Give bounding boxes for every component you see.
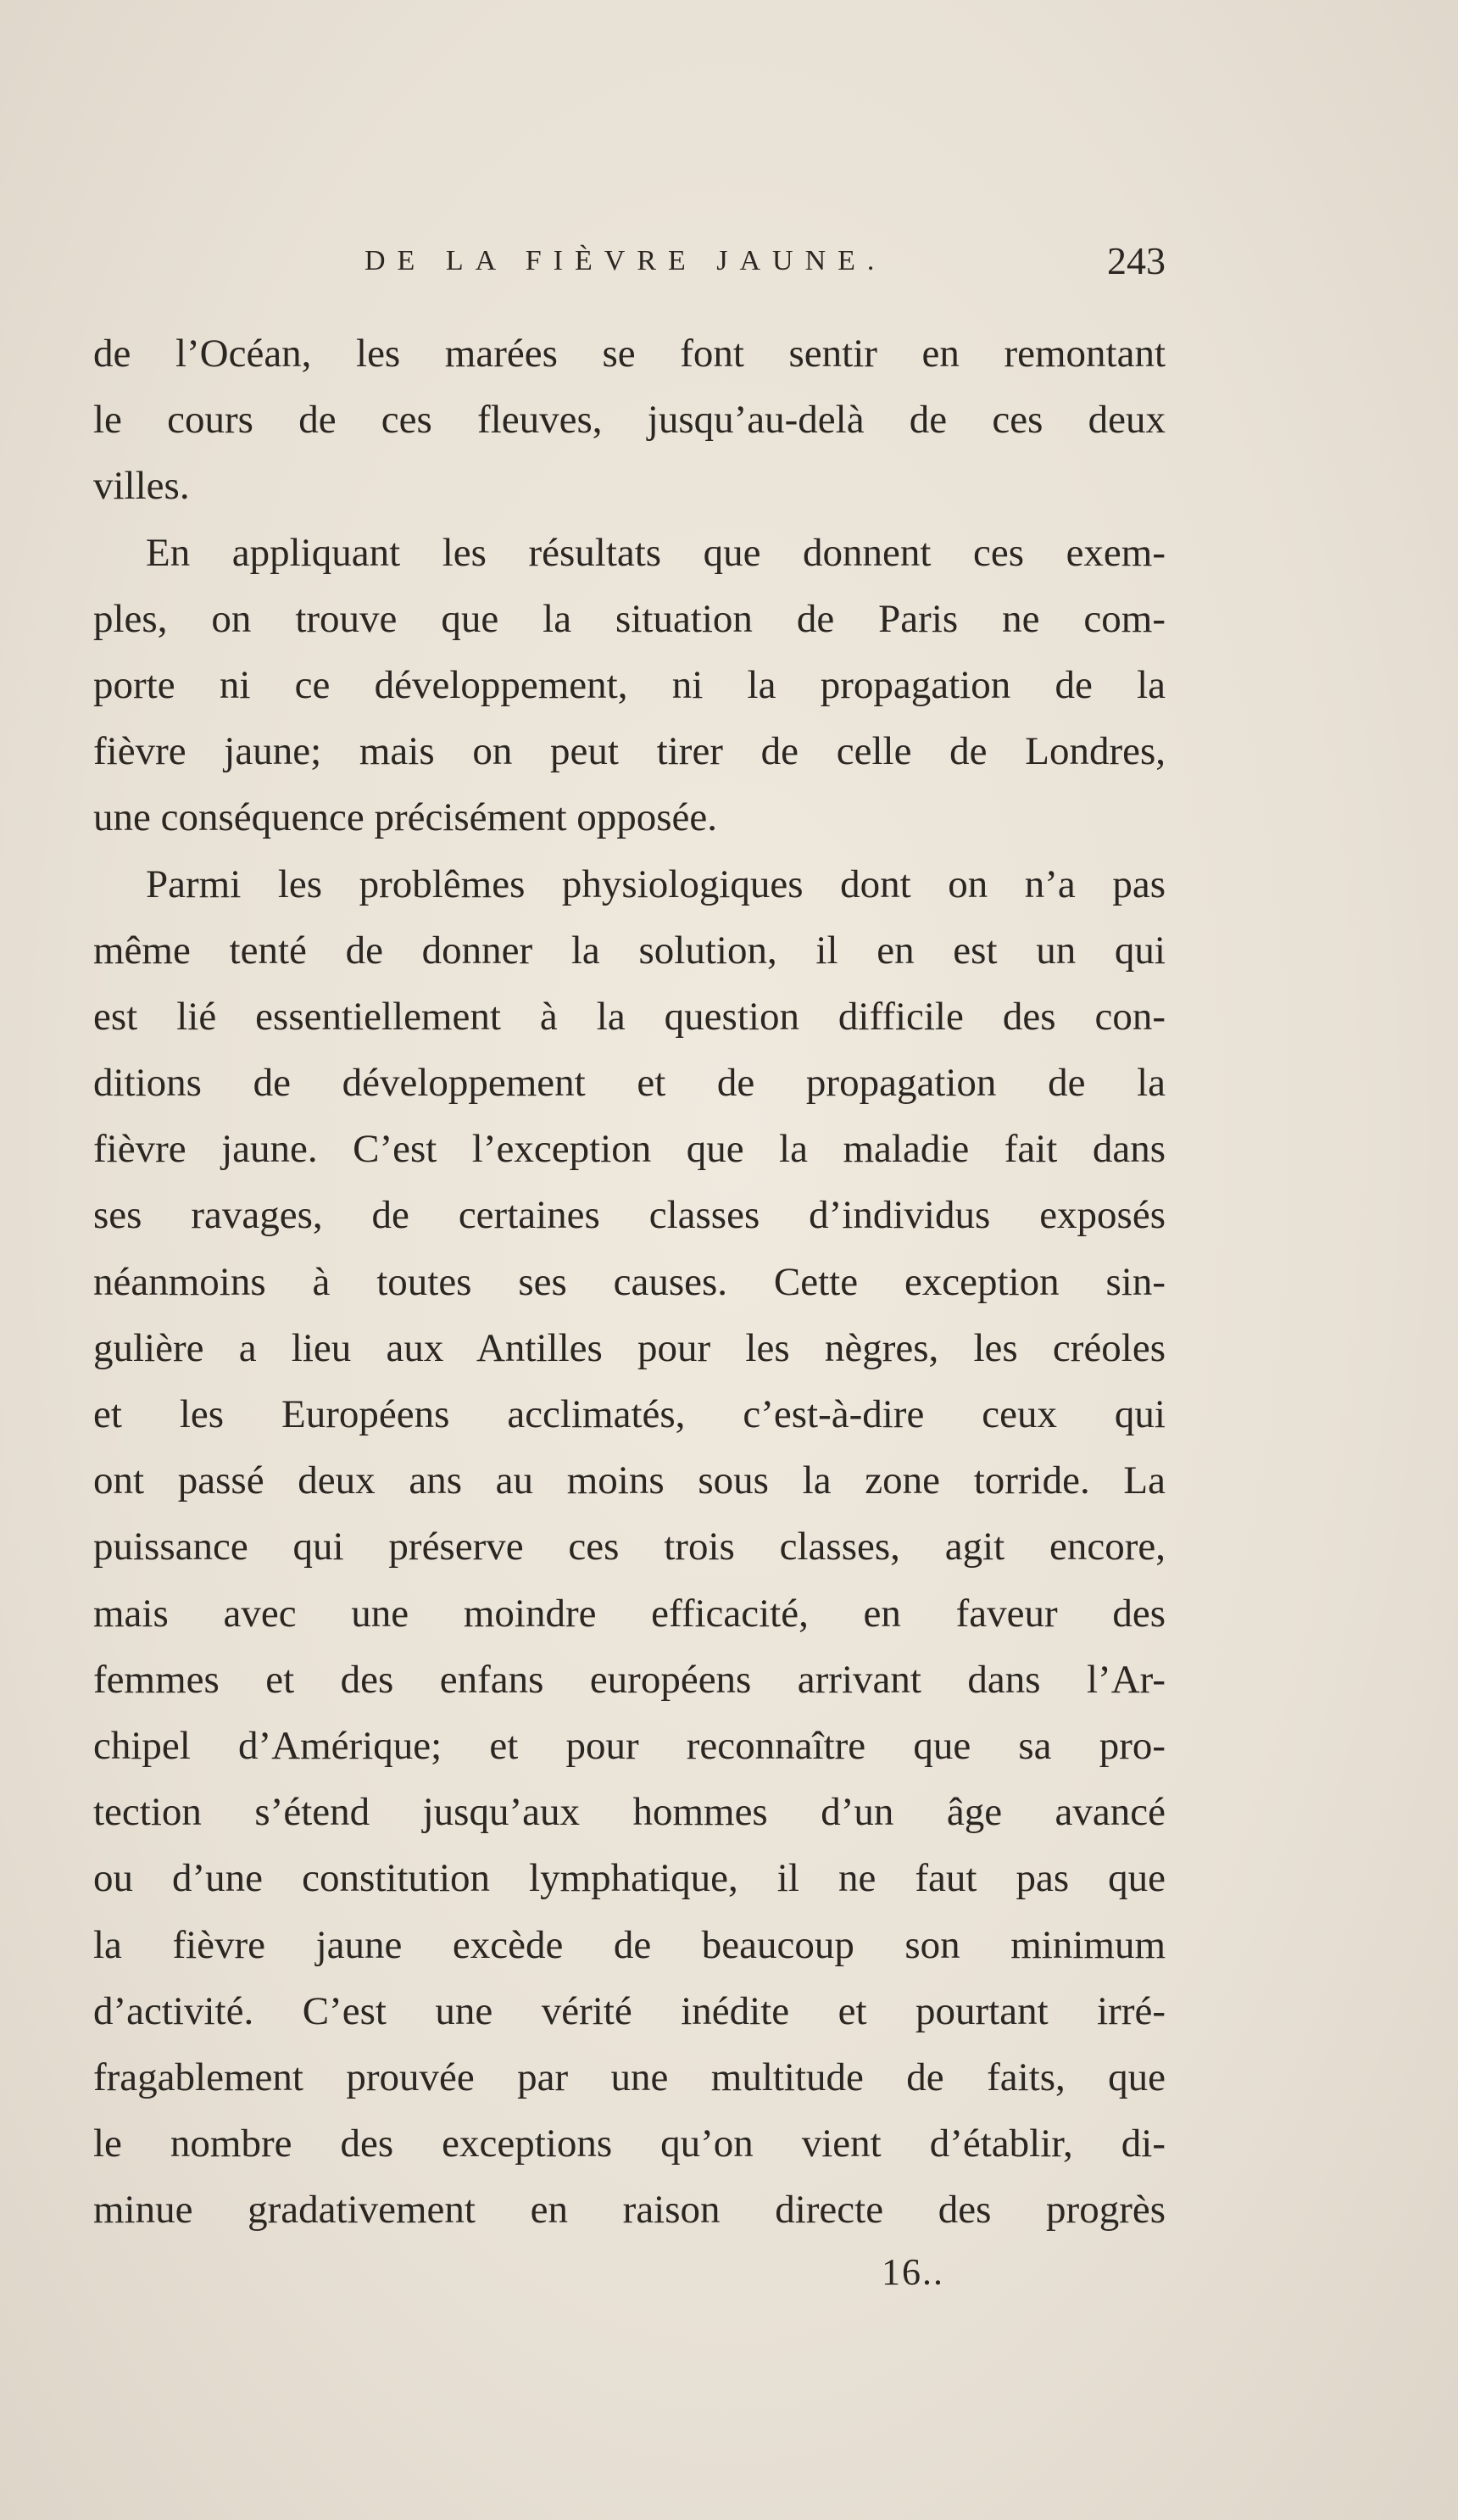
text-line: fragablement prouvée par une multitude de faits, que bbox=[93, 2054, 1166, 2099]
text-line: le cours de ces fleuves, jusqu’au-delà de ces deux bbox=[93, 398, 1166, 443]
text-line: chipel d’Amérique; et pour reconnaître que sa pro- bbox=[93, 1723, 1166, 1768]
text-line: même tenté de donner la solution, il en est un qui bbox=[93, 928, 1166, 973]
signature-mark: 16.. bbox=[882, 2251, 944, 2293]
running-head: DE LA FIÈVRE JAUNE. bbox=[364, 245, 887, 276]
text-line: porte ni ce développement, ni la propagation de la bbox=[93, 662, 1166, 707]
text-line: fièvre jaune. C’est l’exception que la maladie fait dans bbox=[93, 1127, 1166, 1172]
text-line: gulière a lieu aux Antilles pour les nègres, les créoles bbox=[93, 1325, 1166, 1370]
text-line: une conséquence précisément opposée. bbox=[93, 795, 718, 840]
page-number: 243 bbox=[1107, 239, 1166, 282]
text-line: minue gradativement en raison directe des progrès bbox=[93, 2188, 1166, 2233]
text-line: est lié essentiellement à la question difficile des con- bbox=[93, 994, 1166, 1039]
text-line: fièvre jaune; mais on peut tirer de celle de Londres, bbox=[93, 729, 1166, 774]
text-line: néanmoins à toutes ses causes. Cette exception sin- bbox=[93, 1259, 1166, 1304]
text-line: d’activité. C’est une vérité inédite et pourtant irré- bbox=[93, 1988, 1166, 2033]
text-line: le nombre des exceptions qu’on vient d’établir, di- bbox=[93, 2121, 1166, 2166]
text-line: ont passé deux ans au moins sous la zone torride. La bbox=[93, 1458, 1166, 1503]
text-line: puissance qui préserve ces trois classes, agit encore, bbox=[93, 1525, 1166, 1569]
text-line: mais avec une moindre efficacité, en faveur des bbox=[93, 1591, 1166, 1636]
page-header bbox=[93, 236, 1166, 287]
text-line: tection s’étend jusqu’aux hommes d’un âge avancé bbox=[93, 1790, 1166, 1835]
text-line: En appliquant les résultats que donnent ces exem- bbox=[146, 530, 1166, 575]
text-line: ses ravages, de certaines classes d’individus exposés bbox=[93, 1193, 1166, 1238]
body-text bbox=[93, 321, 1166, 2243]
text-line: de l’Océan, les marées se font sentir en remontant bbox=[93, 332, 1166, 376]
text-line: femmes et des enfans européens arrivant dans l’Ar- bbox=[93, 1657, 1166, 1702]
text-line: ples, on trouve que la situation de Paris ne com- bbox=[93, 596, 1166, 641]
text-line: et les Européens acclimatés, c’est-à-dire ceux qui bbox=[93, 1392, 1166, 1436]
text-line: ditions de développement et de propagation de la bbox=[93, 1061, 1166, 1106]
text-line: la fièvre jaune excède de beaucoup son minimum bbox=[93, 1922, 1166, 1967]
text-line: ou d’une constitution lymphatique, il ne faut pas que bbox=[93, 1856, 1166, 1901]
text-line: Parmi les problêmes physiologiques dont on n’a pas bbox=[146, 861, 1166, 906]
text-line: villes. bbox=[93, 464, 190, 509]
